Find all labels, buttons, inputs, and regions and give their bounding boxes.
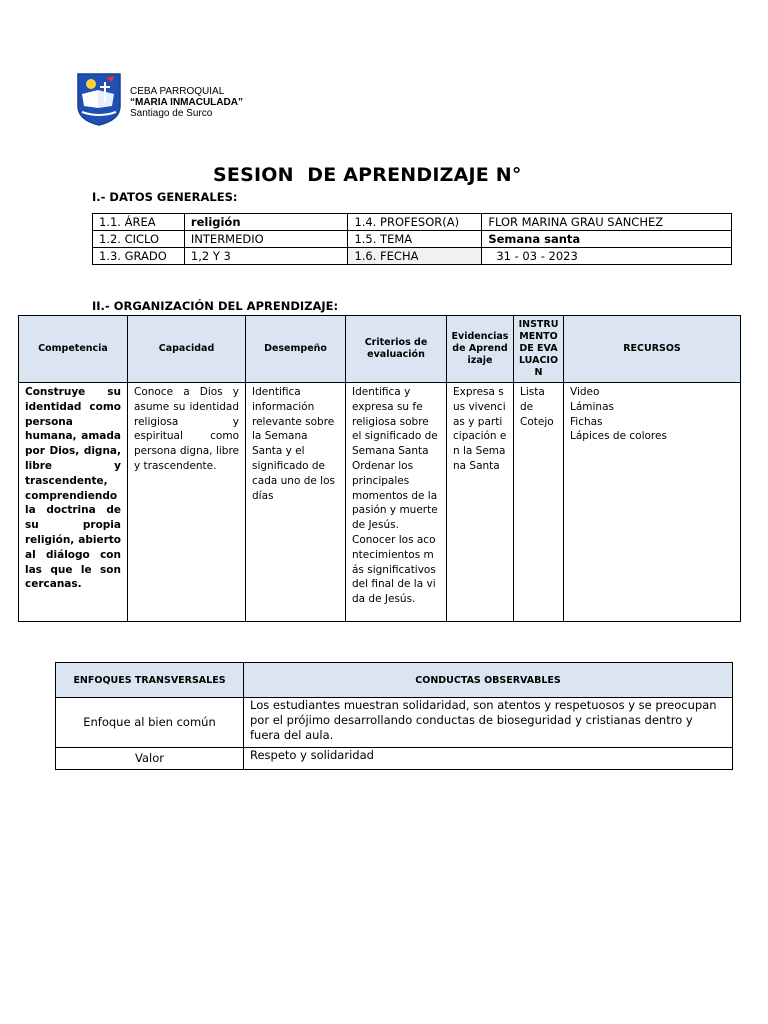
fecha-label: 1.6. FECHA (348, 248, 482, 265)
capacidad-cell: Conoce a Dios y asume su identidad religiosa y espiritual como persona digna, libre y trascendente. (128, 383, 246, 622)
recurso-item: Fichas (570, 415, 603, 428)
header-instrumento: INSTRUMENTO DE EVALUACION (514, 316, 564, 383)
recurso-item: Video (570, 386, 600, 398)
valor-label: Valor (56, 748, 244, 770)
ciclo-label: 1.2. CICLO (93, 231, 185, 248)
profesor-value: FLOR MARINA GRAU SANCHEZ (482, 214, 732, 231)
criterios-cell (346, 383, 447, 622)
table-row (56, 748, 733, 770)
enfoque-text: Los estudiantes muestran solidaridad, son atentos y respetuosos y se preocupan por el prójimo desarrollando conductas de bioseguridad y cristianas dentro y fuera del aula. (244, 698, 733, 748)
table-row (19, 383, 741, 622)
datos-generales-table (92, 213, 732, 265)
header-conductas: CONDUCTAS OBSERVABLES (244, 663, 733, 698)
desempeno-cell: Identifica información relevante sobre la Semana Santa y el significado de cada uno de los días (246, 383, 346, 622)
enfoque-label: Enfoque al bien común (56, 698, 244, 748)
table-row (93, 231, 732, 248)
tema-value: Semana santa (482, 231, 732, 248)
section-organizacion-title: II.- ORGANIZACIÓN DEL APRENDIZAJE: (92, 299, 339, 313)
header-recursos: RECURSOS (564, 316, 741, 383)
ciclo-value: INTERMEDIO (184, 231, 348, 248)
header-desempeno: Desempeño (246, 316, 346, 383)
parish-school-logo (76, 72, 122, 126)
competencia-cell: Construye su identidad como persona humana, amada por Dios, digna, libre y trascendente, comprendiendo la doctrina de su propia religión, abierto al diálogo con las que le son cercanas. (19, 383, 128, 622)
recurso-item: Lápices de colores (570, 430, 667, 443)
table-row (56, 698, 733, 748)
table-row (93, 214, 732, 231)
profesor-label: 1.4. PROFESOR(A) (348, 214, 482, 231)
table-header-row (19, 316, 741, 383)
school-name-line2: “MARIA INMACULADA” (130, 97, 243, 108)
area-value: religión (184, 214, 348, 231)
organizacion-table (18, 315, 741, 622)
grado-value: 1,2 Y 3 (184, 248, 348, 265)
header-evidencias: Evidencias de Aprendizaje (447, 316, 514, 383)
grado-label: 1.3. GRADO (93, 248, 185, 265)
header-criterios: Criterios de evaluación (346, 316, 447, 383)
header-competencia: Competencia (19, 316, 128, 383)
evidencias-cell: Expresa sus vivencias y participación en la Semana Santa (447, 383, 514, 622)
recurso-item: Láminas (570, 400, 614, 413)
table-row (93, 248, 732, 265)
header-enfoques: ENFOQUES TRANSVERSALES (56, 663, 244, 698)
valor-text: Respeto y solidaridad (244, 748, 733, 770)
school-location: Santiago de Surco (130, 108, 213, 119)
criterio-item: Conocer los acontecimientos más significativos del final de la vida de Jesús. (352, 533, 436, 606)
enfoques-table (55, 662, 733, 770)
area-label: 1.1. ÁREA (93, 214, 185, 231)
recursos-cell (564, 383, 741, 622)
fecha-value: 31 - 03 - 2023 (482, 248, 732, 265)
document-title: SESION DE APRENDIZAJE N° (213, 164, 522, 186)
section-datos-generales-title: I.- DATOS GENERALES: (92, 190, 238, 204)
table-header-row (56, 663, 733, 698)
tema-label: 1.5. TEMA (348, 231, 482, 248)
instrumento-cell: Lista de Cotejo (514, 383, 564, 622)
criterio-item: Ordenar los principales momentos de la pasión y muerte de Jesús. (352, 459, 438, 532)
criterio-item: Identifica y expresa su fe religiosa sobre el significado de Semana Santa (352, 386, 438, 458)
school-name-line1: CEBA PARROQUIAL (130, 86, 225, 97)
header-capacidad: Capacidad (128, 316, 246, 383)
